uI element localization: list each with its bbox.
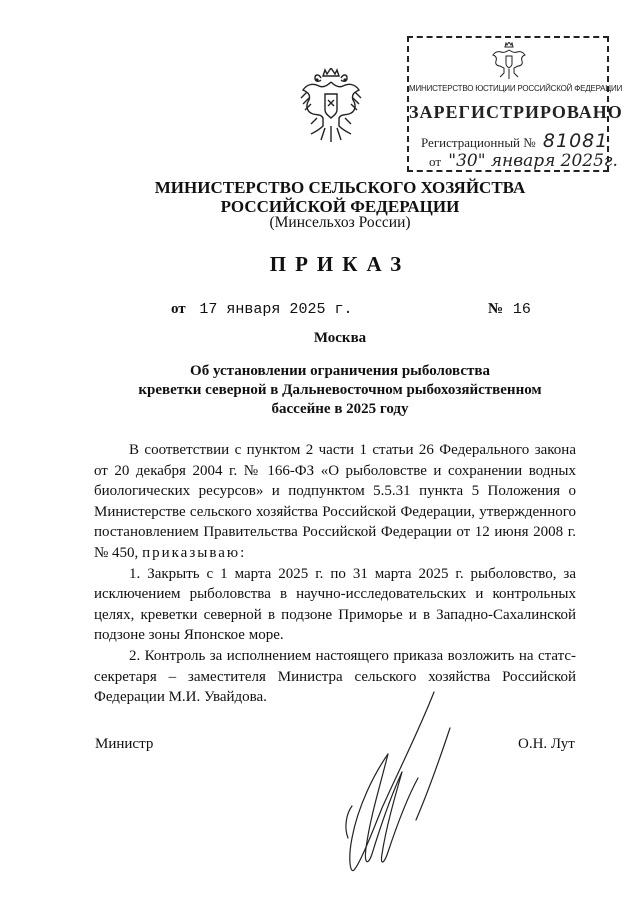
stamp-registration-line xyxy=(421,130,608,152)
signatory-name: О.Н. Лут xyxy=(518,736,575,752)
stamp-date-line xyxy=(429,151,618,171)
stamp-status: ЗАРЕГИСТРИРОВАНО xyxy=(409,102,623,122)
stamp-reg-number: 81081 xyxy=(542,130,609,152)
ministry-short-name: (Минсельхоз России) xyxy=(269,214,411,231)
subject-line1: Об установлении ограничения рыболовства xyxy=(190,363,490,379)
stamp-date-month: января xyxy=(490,151,556,171)
ministry-name-line2: РОССИЙСКОЙ ФЕДЕРАЦИИ xyxy=(220,197,460,216)
handwritten-signature xyxy=(330,688,460,873)
subject-line3: бассейне в 2025 году xyxy=(271,401,409,417)
stamp-date-year: 2025г. xyxy=(560,151,618,171)
document-type-title: ПРИКАЗ xyxy=(269,252,411,276)
registration-stamp xyxy=(407,36,623,172)
stamp-date-prefix: от xyxy=(429,154,442,169)
preamble-text: В соответствии с пунктом 2 части 1 статьи 26 Федерального закона от 20 декабря 2004 г. № 166-ФЗ «О рыболовстве и сохранении водных биологических ресурсов» и подпунктом 5.5.31 пункта 5 Положения о Министерстве сельского хозяйства Российской Федерации, утвержденного постановлением Правительства Российской Федерации от 12 июня 2008 г. № 450, xyxy=(94,442,576,561)
stamp-date-day: "30" xyxy=(448,151,486,171)
order-date-label: от xyxy=(171,301,186,317)
order-date xyxy=(171,301,352,318)
subject-line2: креветки северной в Дальневосточном рыбохозяйственном xyxy=(138,382,542,398)
ministry-name xyxy=(0,178,640,216)
order-number-value: 16 xyxy=(512,301,531,318)
order-item-1: 1. Закрыть с 1 марта 2025 г. по 31 марта 2025 г. рыболовство, за исключением рыболовства в научно-исследовательских и контрольных целях, креветки северной в подзоне Приморье и в Западно-Сахалинской подзоне зоны Японское море. xyxy=(94,565,576,644)
order-number xyxy=(488,301,531,318)
signatory-title: Министр xyxy=(95,736,154,752)
ministry-name-line1: МИНИСТЕРСТВО СЕЛЬСКОГО ХОЗЯЙСТВА xyxy=(154,178,526,197)
order-date-value: 17 января 2025 г. xyxy=(199,301,353,318)
order-subject xyxy=(110,362,570,419)
order-word: приказываю: xyxy=(142,544,247,561)
order-number-label: № xyxy=(488,301,504,317)
stamp-reg-label: Регистрационный № xyxy=(421,135,536,150)
stamp-ministry-text: МИНИСТЕРСТВО ЮСТИЦИИ РОССИЙСКОЙ ФЕДЕРАЦИИ xyxy=(409,84,623,93)
order-body xyxy=(94,440,576,708)
coat-of-arms-icon xyxy=(297,68,365,144)
preamble-paragraph xyxy=(94,440,576,564)
stamp-coat-of-arms-icon xyxy=(491,42,527,80)
order-item-2: 2. Контроль за исполнением настоящего приказа возложить на статс-секретаря – заместителя Министра сельского хозяйства Российской Федерации М.И. Увайдова. xyxy=(94,647,576,706)
city: Москва xyxy=(313,330,367,346)
